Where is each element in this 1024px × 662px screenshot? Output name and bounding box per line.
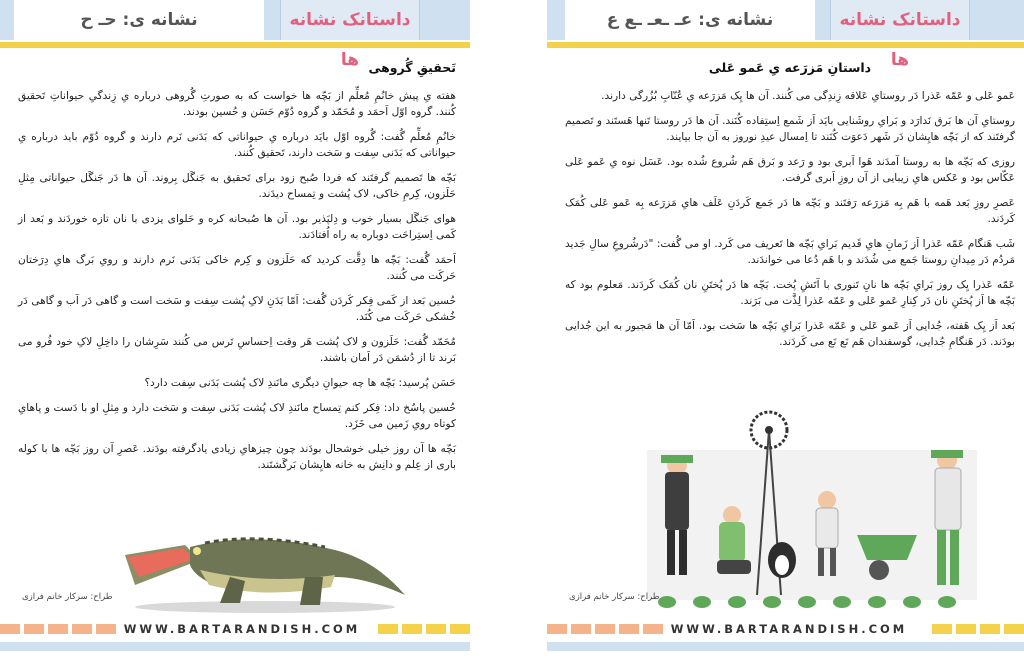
designer-credit: طراح: سرکار خانم فرازی — [22, 592, 113, 602]
footer-blocks-orange — [0, 624, 116, 634]
paragraph: روستایِ آن ها بَرق نَدارَد و بَرایِ روشَنایی بایَد اَز شَمع اِستِفاده کُنَند. آن ها دَر روستا تَنها هَستَند و تَصمیم گرفتَند که از بَچّه هایِشان دَر شَهر دَعوَت کُنَند تا اِمسال عیدِ نوروز به آن جا بیایند. — [565, 115, 1015, 143]
paragraph: هوای جَنگَل بسیار خوب و دِلپَذیر بود. آن ها صُبحانه کره و حَلوای یزدی با نان تازه خوردَند و بَعد از کَمی اِستِراحَت دوباره به راه اُفتادَند. — [18, 213, 456, 241]
paragraph: شَب هَنگام عَمّه عَذرا اَز زَمانِ هایِ قَدیم بَرایِ بَچّه ها تَعریف می کَرد. او می گُفت: "دَرشُروعِ سالِ جَدید مَردُم دَر مِیدانِ روستا جَمع می شُدَند و با هَم دُعا می خواندَند. — [565, 238, 1015, 266]
paragraph: عَمّه عَذرا یِک روز بَرایِ بَچّه ها نانِ تَنوری با آتَشِ پُخت. بَچّه ها دَر پُختَنِ نان کُمَک کَردَند. مَعلوم بود که بَچّه ها اَز پُختَنِ نان دَر کِنارِ عَمو عَلی و عَمّه عَذرا لِذَّت می بَرَند. — [565, 279, 1015, 307]
paragraph: هفته یِ پیش خانُمِ مُعلِّم از بَچّه ها خواست که به صورتِ گُروهی درباره یِ زِندگیِ حیواناتِ تَحقیق کُنند. گروه اوّل اَحمَد و مُحَمّد و گروه دُوّم حَسَن و حُسین بودند. — [18, 90, 456, 118]
footer-band — [547, 642, 1024, 651]
farm-illustration — [647, 410, 977, 620]
paragraph: بَعد اَز یِک هَفته، جُدایی اَز عَمو عَلی و عَمّه عَذرا بَرایِ بَچّه ها سَخت بود. اَمّا آن ها مَجبور به این جُدایی بودَند. دَر هَنگامِ جُدایی، گوسفندان هَم نَع نَع می کَردَند. — [565, 320, 1015, 348]
paragraph: مُحَمّد گُفت: حَلَزون و لاک پُشت هَر وقت اِحساسِ تَرس می کُنند سَرِشان را داخِلِ لاکِ خود فُرو می بَرند تا از دُشمَن دَر اَمان باشند. — [18, 336, 456, 364]
paragraph: اَحمَد گُفت: بَچّه ها دِقَّت کردید که حَلَزون و کِرم خاکی بَدَنی نَرم دارند و رویِ بَرگ هایِ دِرَختان حَرکَت می کُنند. — [18, 254, 456, 282]
paragraph: حَسَن پُرسید: بَچّه ها چه حیوانِ دیگری مانَندِ لاک پُشت بَدَنی سِفت دارد؟ — [144, 377, 456, 389]
header-gold-line — [547, 42, 1024, 48]
paragraph: خانُمِ مُعلِّم گُفت: گُروه اوّل بایَد درباره یِ حیواناتی که بَدَنی نَرم دارند و گروه دُوّم باید درباره یِ حیواناتی که بَدَنی سِفت و سَخت دارند، تَحقیق کُنند. — [18, 131, 456, 159]
left-content — [18, 56, 456, 482]
designer-credit: طراح: سرکار خانم فرازی — [569, 592, 660, 602]
left-page — [0, 0, 470, 662]
story-heading: تَحقیقِ گُروهی — [368, 60, 456, 75]
site-url: WWW.BARTARANDISH.COM — [123, 622, 361, 636]
page-title: داستانک نشانه ها — [830, 0, 970, 40]
paragraph: عَمو عَلی و عَمّه عَذرا دَر روستایِ عَلاقه زِندِگی می کُنند. آن ها یِک مَزرَعه یِ عُنّابِ بُزُرگی دارند. — [601, 90, 1015, 102]
paragraph: عَصرِ روزِ بَعد هَمه با هَم بِه مَزرَعه رَفتَند و بَچّه ها دَر جَمع کَردَنِ عَلَف هایِ مَزرَعه بِه عَمو عَلی کُمَک کَردَند. — [565, 197, 1015, 225]
right-page — [547, 0, 1024, 662]
page-title: داستانک نشانه ها — [280, 0, 420, 40]
paragraph: حُسین بَعد از کَمی فِکر کَردَن گُفت: اَمّا بَدَنِ لاکِ پُشت سِفت و سَخت است و گاهی دَر آب و گاهی دَر خُشکی حَرکَت می کُنَد. — [18, 295, 456, 323]
left-footer — [0, 592, 470, 662]
paragraph: حُسین پاسُخ داد: فِکر کنم تِمساح مانَندِ لاک پُشت بَدَنی سِفت و سَخت دارد و مِثلِ او با دَست و پاهایِ کوتاه رویِ زَمین می خَزَد. — [18, 402, 456, 430]
header-gold-line — [0, 42, 470, 48]
paragraph: روزی که بَچّه ها به روستا آمدَند هَوا اَبری بود و رَعد و بَرق هَم شُروع شُده بود. عَسَل نوه یِ عَمو عَلی عَکّاس بود و عَکس هایِ زیبایی از آن روزِ اَبری گرفت. — [565, 156, 1015, 184]
site-url: WWW.BARTARANDISH.COM — [670, 622, 908, 636]
footer-blocks-yellow — [932, 624, 1024, 634]
footer-band — [0, 642, 470, 651]
footer-blocks-orange — [547, 624, 663, 634]
right-footer — [547, 592, 1024, 662]
footer-blocks-yellow — [378, 624, 470, 634]
crocodile-illustration — [105, 515, 410, 615]
paragraph: بَچّه ها تَصمیم گرفتَند که فردا صُبح زود برای تَحقیق به جَنگَل بِروند. آن ها دَر جَنگَل حیواناتی مِثلِ حَلَزون، کِرمِ خاکی، لاک پُشت و تِمساح دیدَند. — [18, 172, 456, 200]
paragraph: بَچّه ها آن روز خیلی خوشحال بودَند چون چیزهایِ زیادی یادگرفته بودَند. عَصرِ آن روز بَچّه ها با کوله باری از عِلم و دانِش به خانه هایِشان بَرگَشتَند. — [18, 443, 456, 471]
sign-label: نشانه ی: حـ ح — [14, 0, 264, 40]
right-content — [565, 56, 1015, 359]
sign-label: نشانه ی: عـ ـعـ ـع ع — [565, 0, 815, 40]
story-heading: داستانِ مَزرَعه یِ عَمو عَلی — [708, 60, 872, 75]
